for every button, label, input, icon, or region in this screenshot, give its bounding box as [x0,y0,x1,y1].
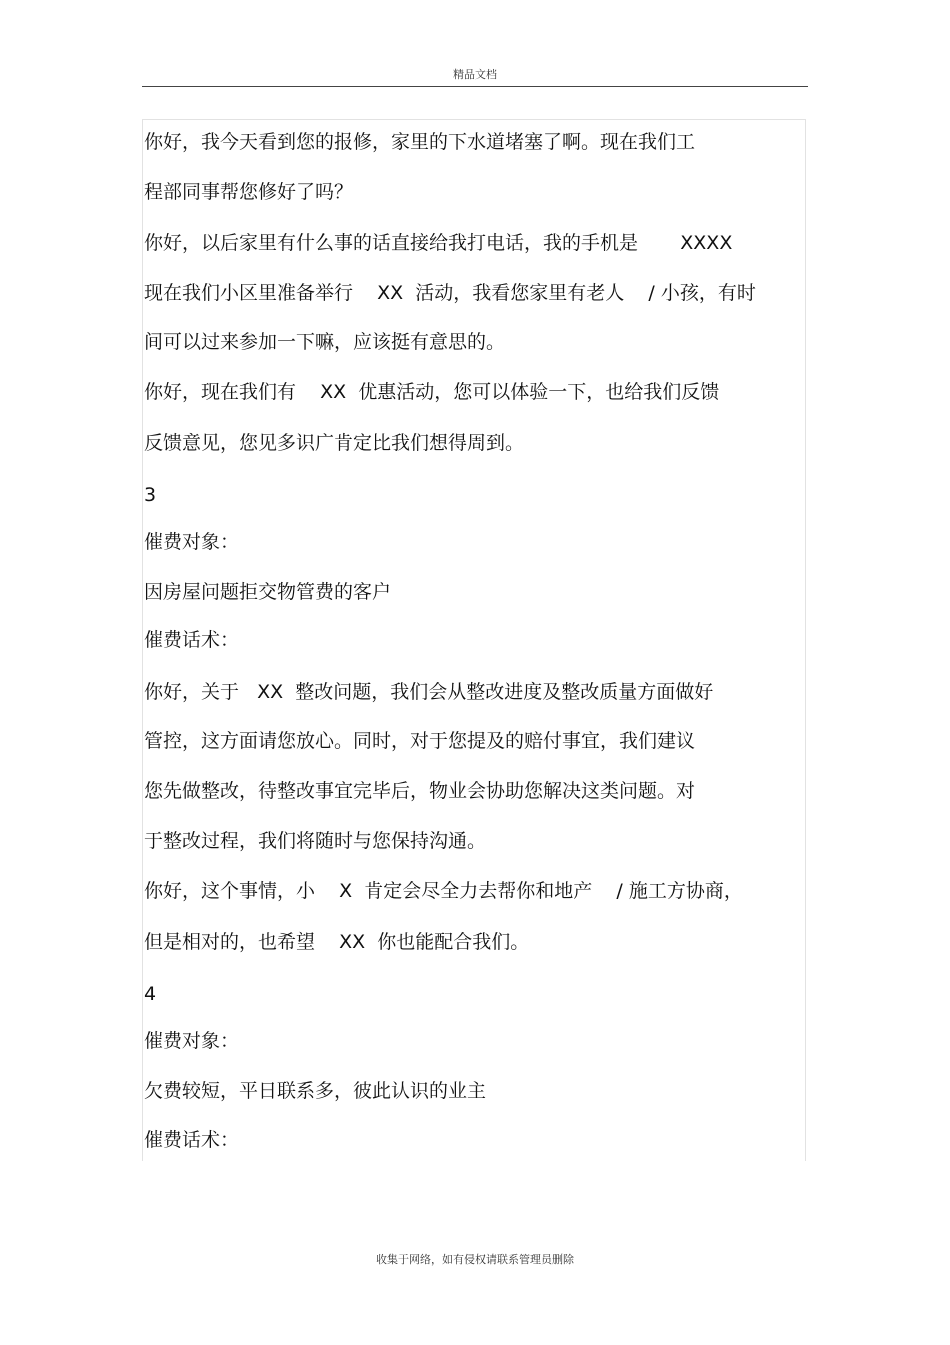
text-line: 反馈意见，您见多识广肯定比我们想得周到。 [144,432,525,454]
text-line: 因房屋问题拒交物管费的客户 [144,581,392,603]
text-line: 你好，我今天看到您的报修，家里的下水道堵塞了啊。现在我们工 [144,131,696,153]
text-line: 管控，这方面请您放心。同时，对于您提及的赔付事宜，我们建议 [144,730,696,752]
text-line: 催费话术： [144,1129,240,1151]
text-line: 欠费较短，平日联系多，彼此认识的业主 [144,1080,487,1102]
text-line: 催费对象： [144,1030,240,1052]
page-header: 精品文档 [453,68,497,81]
text-line: 你好，关于 XX 整改问题，我们会从整改进度及整改质量方面做好 [144,681,714,703]
text-line: 现在我们小区里准备举行 XX 活动，我看您家里有老人 / 小孩，有时 [144,282,756,304]
section-number: 3 [144,484,157,506]
text-line: 于整改过程，我们将随时与您保持沟通。 [144,830,487,852]
text-line: 催费话术： [144,629,240,651]
content-frame [142,119,806,1161]
text-line: 您先做整改，待整改事宜完毕后，物业会协助您解决这类问题。对 [144,780,696,802]
header-divider [142,86,808,87]
text-line: 你好，这个事情，小 X 肯定会尽全力去帮你和地产 / 施工方协商， [144,880,743,902]
text-line: 程部同事帮您修好了吗？ [144,181,354,203]
text-line: 催费对象： [144,531,240,553]
page-footer: 收集于网络，如有侵权请联系管理员删除 [376,1253,574,1266]
text-line: 间可以过来参加一下嘛，应该挺有意思的。 [144,331,506,353]
text-line: 你好，以后家里有什么事的话直接给我打电话，我的手机是 XXXX [144,232,733,254]
section-number: 4 [144,983,157,1005]
text-line: 但是相对的，也希望 XX 你也能配合我们。 [144,931,530,953]
text-line: 你好，现在我们有 XX 优惠活动，您可以体验一下，也给我们反馈 [144,381,720,403]
